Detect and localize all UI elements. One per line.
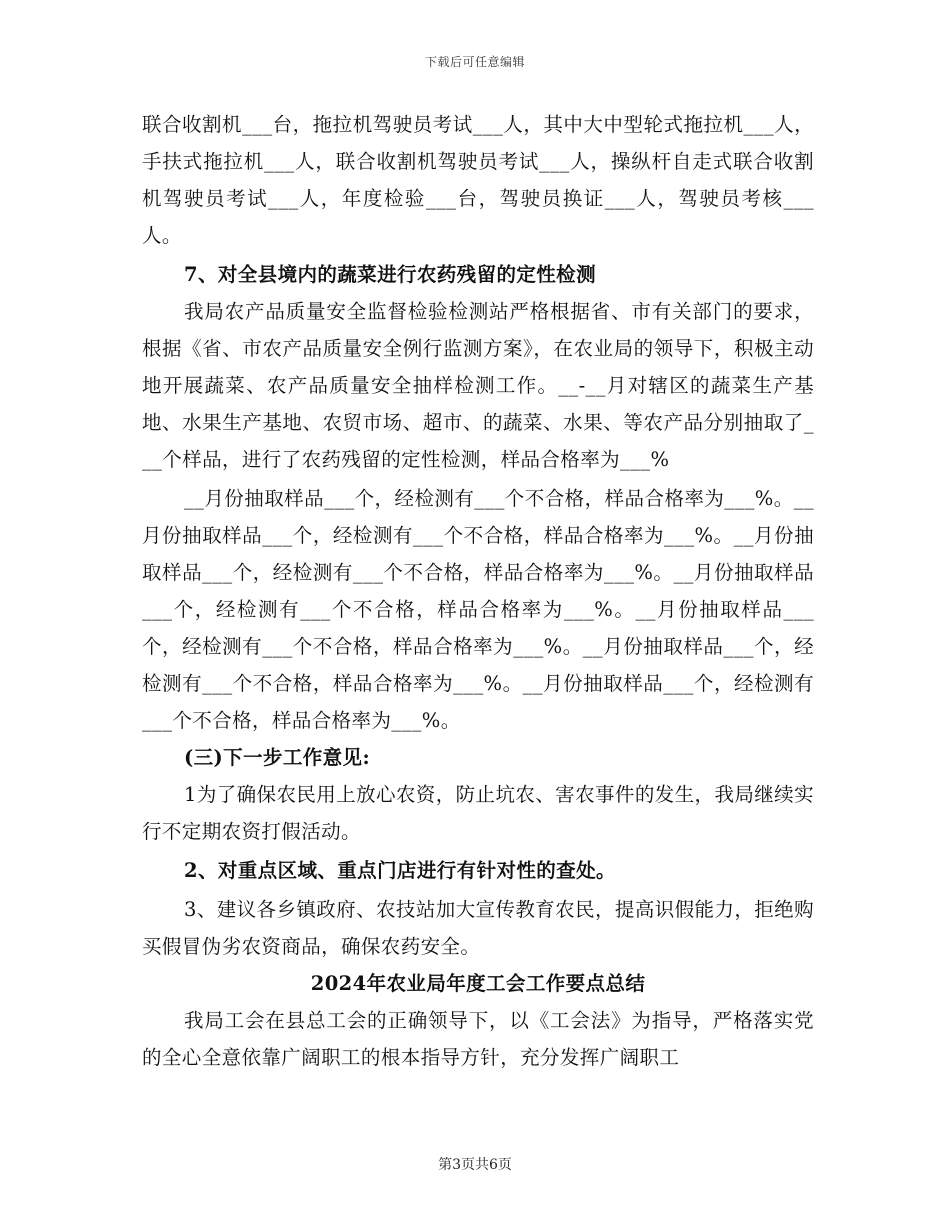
section-heading-next-steps: (三)下一步工作意见:	[184, 746, 371, 769]
section-heading-7: 7、对全县境内的蔬菜进行农药残留的定性检测	[184, 263, 596, 286]
page-footer: 第3页共6页	[438, 1157, 512, 1173]
paragraph-union-intro: 我局工会在县总工会的正确领导下，以《工会法》为指导，严格落实党的全心全意依靠广阔职工的根本指导方针，充分发挥广阔职工	[142, 1009, 814, 1069]
paragraph-machinery-stats: 联合收割机___台，拖拉机驾驶员考试___人，其中大中型轮式拖拉机___人，手扶式拖拉机___人，联合收割机驾驶员考试___人，操纵杆自走式联合收割机驾驶员考试___人，年度检验___台，驾驶员换证___人，驾驶员考核___人。	[142, 113, 814, 247]
paragraph-monthly-results: __月份抽取样品___个，经检测有___个不合格，样品合格率为___%。__月份抽取样品___个，经检测有___个不合格，样品合格率为___%。__月份抽取样品___个，经检测有___个不合格，样品合格率为___%。__月份抽取样品___个，经检测有___个不合格，样品合格率为___%。__月份抽取样品___个，经检测有___个不合格，样品合格率为___%。__月份抽取样品___个，经检测有___个不合格，样品合格率为___%。__月份抽取样品___个，经检测有___个不合格，样品合格率为___%。	[142, 487, 814, 732]
document-body	[142, 106, 814, 1076]
document-title: 2024年农业局年度工会工作要点总结	[310, 972, 646, 995]
paragraph-step-3: 3、建议各乡镇政府、农技站加大宣传教育农民，提高识假能力，拒绝购买假冒伪劣农资商品，确保农药安全。	[142, 898, 814, 958]
paragraph-step-1: 1为了确保农民用上放心农资，防止坑农、害农事件的发生，我局继续实行不定期农资打假活动。	[142, 783, 814, 843]
paragraph-inspection-intro: 我局农产品质量安全监督检验检测站严格根据省、市有关部门的要求，根据《省、市农产品质量安全例行监测方案》，在农业局的领导下，积极主动地开展蔬菜、农产品质量安全抽样检测工作。__-__月对辖区的蔬菜生产基地、水果生产基地、农贸市场、超市、的蔬菜、水果、等农产品分别抽取了___个样品，进行了农药残留的定性检测，样品合格率为___%	[142, 300, 814, 471]
paragraph-step-2: 2、对重点区域、重点门店进行有针对性的查处。	[184, 859, 616, 882]
page-header: 下载后可任意编辑	[424, 55, 525, 69]
